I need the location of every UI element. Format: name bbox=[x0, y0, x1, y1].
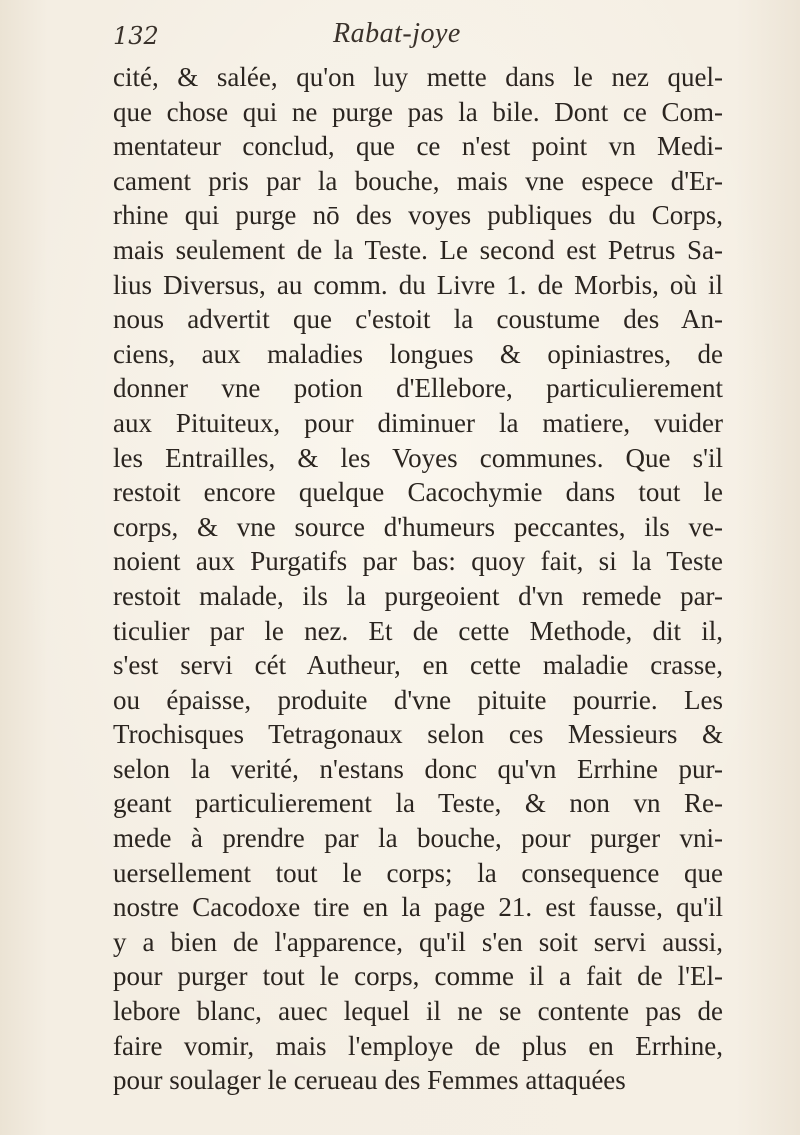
text-line: pour soulager le cerueau des Femmes attaquées bbox=[113, 1065, 626, 1096]
text-line: les Entrailles, & les Voyes communes. Que s'il bbox=[113, 442, 723, 473]
text-line: aux Pituiteux, pour diminuer la matiere, vuider bbox=[113, 407, 723, 438]
text-line: ciens, aux maladies longues & opiniastres, de bbox=[113, 338, 723, 369]
text-line: rhine qui purge nō des voyes publiques du Corps, bbox=[113, 200, 723, 231]
text-line: restoit encore quelque Cacochymie dans tout le bbox=[113, 477, 723, 508]
page-number: 132 bbox=[113, 22, 159, 50]
text-line: s'est servi cét Autheur, en cette maladie crasse, bbox=[113, 650, 723, 681]
running-title: Rabat-joye bbox=[333, 18, 461, 49]
text-line: cité, & salée, qu'on luy mette dans le nez quel- bbox=[113, 62, 723, 92]
text-line: y a bien de l'apparence, qu'il s'en soit servi aussi, bbox=[113, 926, 723, 957]
page-header bbox=[113, 18, 733, 58]
text-line: pour purger tout le corps, comme il a fait de l'El- bbox=[113, 961, 723, 992]
text-line: cament pris par la bouche, mais vne espece d'Er- bbox=[113, 165, 723, 196]
text-line: nous advertit que c'estoit la coustume des An- bbox=[113, 304, 723, 335]
text-line: mede à prendre par la bouche, pour purger vni- bbox=[113, 823, 723, 854]
text-line: mais seulement de la Teste. Le second est Petrus Sa- bbox=[113, 234, 723, 265]
text-line: uersellement tout le corps; la consequence que bbox=[113, 857, 723, 888]
body-text bbox=[113, 60, 723, 1098]
text-line: ticulier par le nez. Et de cette Methode, dit il, bbox=[113, 615, 723, 646]
text-line: donner vne potion d'Ellebore, particulierement bbox=[113, 373, 723, 404]
text-line: geant particulierement la Teste, & non vn Re- bbox=[113, 788, 723, 819]
text-line: corps, & vne source d'humeurs peccantes, ils ve- bbox=[113, 511, 723, 542]
text-line: restoit malade, ils la purgeoient d'vn remede par- bbox=[113, 580, 723, 611]
text-line: lius Diversus, au comm. du Livre 1. de Morbis, où il bbox=[113, 269, 723, 300]
text-line: Trochisques Tetragonaux selon ces Messieurs & bbox=[113, 719, 723, 750]
text-line: mentateur conclud, que ce n'est point vn Medi- bbox=[113, 131, 723, 162]
text-line: nostre Cacodoxe tire en la page 21. est fausse, qu'il bbox=[113, 892, 723, 923]
text-line: lebore blanc, auec lequel il ne se contente pas de bbox=[113, 996, 723, 1027]
text-line: que chose qui ne purge pas la bile. Dont ce Com- bbox=[113, 96, 723, 127]
text-line: ou épaisse, produite d'vne pituite pourrie. Les bbox=[113, 684, 723, 715]
text-line: selon la verité, n'estans donc qu'vn Errhine pur- bbox=[113, 753, 723, 784]
text-line: noient aux Purgatifs par bas: quoy fait, si la Teste bbox=[113, 546, 723, 577]
text-line: faire vomir, mais l'employe de plus en Errhine, bbox=[113, 1030, 723, 1061]
